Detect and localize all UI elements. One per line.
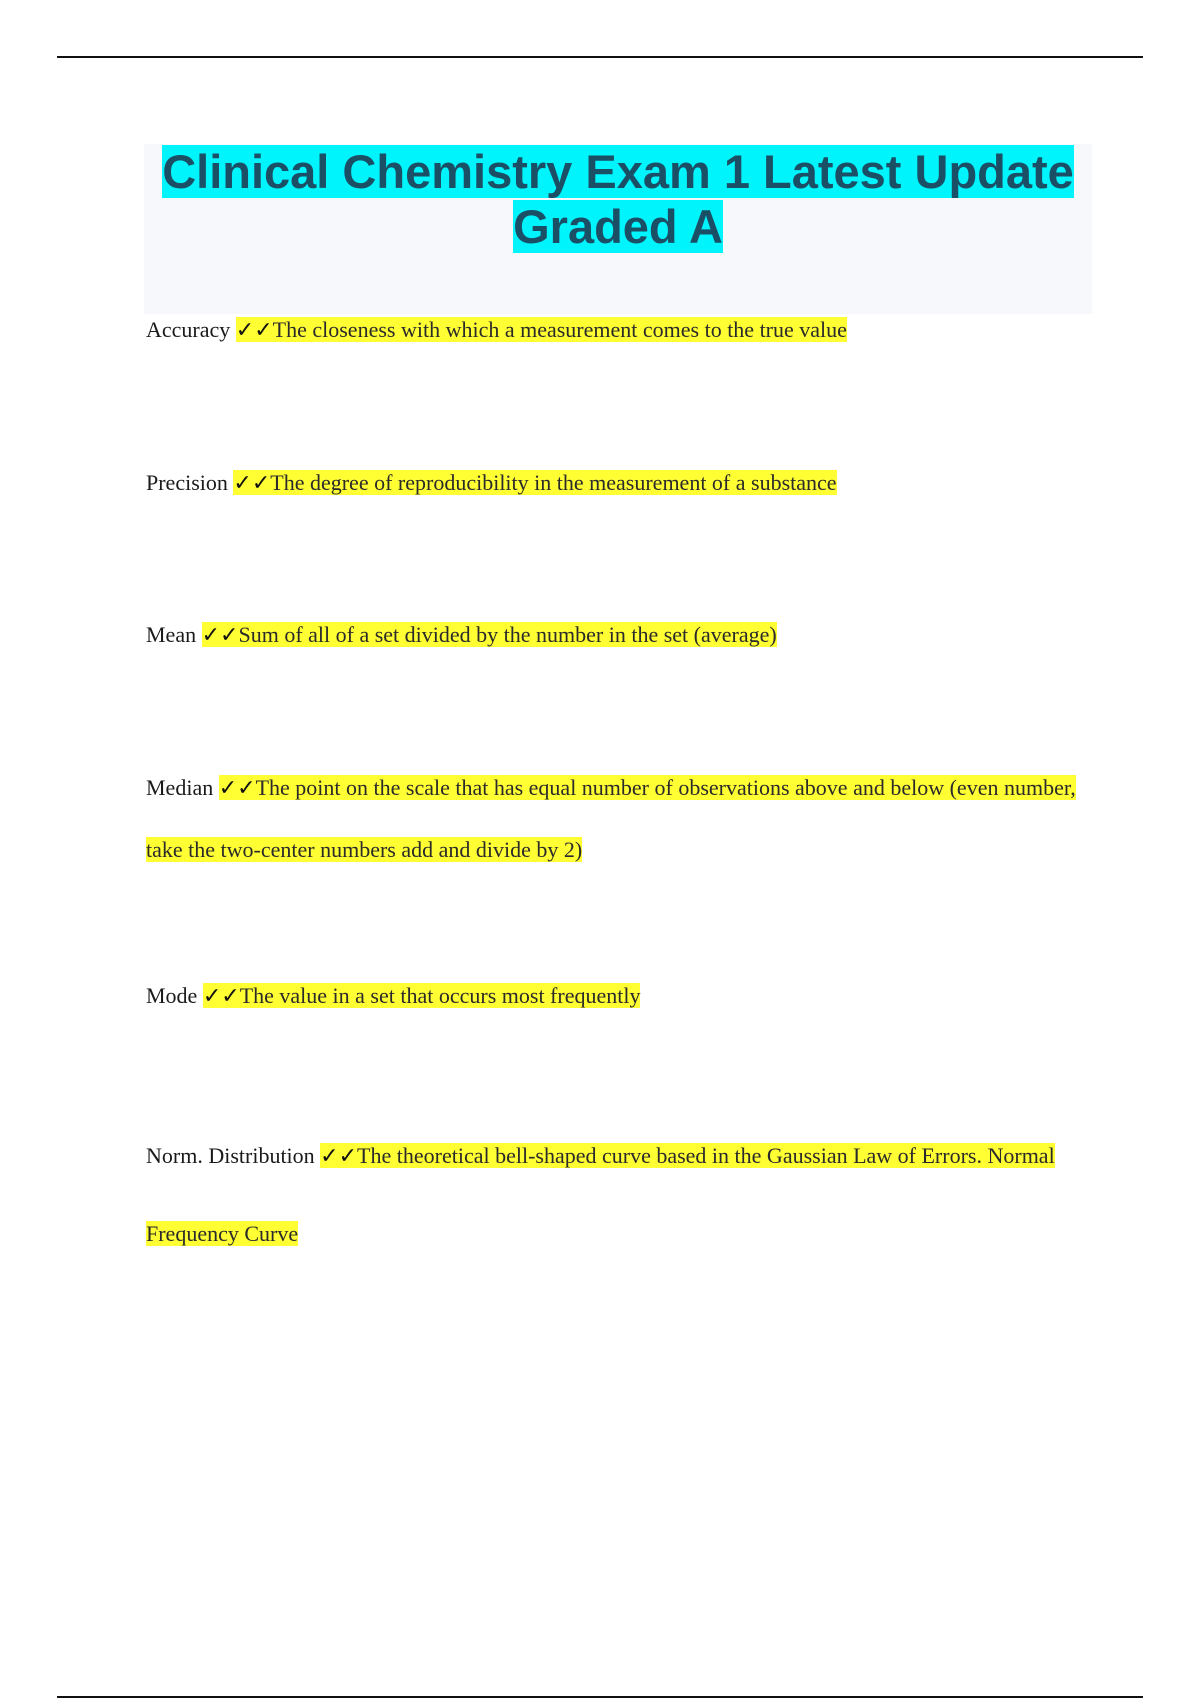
entry-definition-highlight (236, 317, 847, 342)
entry-norm-distribution (146, 1117, 1086, 1272)
entry-definition-highlight (203, 983, 641, 1008)
entry-term: Precision (146, 470, 228, 495)
entry-definition-highlight (202, 622, 777, 647)
entry-definition: The point on the scale that has equal number of observations above and below (even number, take the two-center numbers add and divide by 2) (146, 775, 1076, 862)
double-check-icon: ✓✓ (233, 471, 271, 496)
double-check-icon: ✓✓ (218, 776, 256, 801)
entry-mean (146, 604, 1086, 666)
entry-accuracy (146, 299, 1086, 361)
double-check-icon: ✓✓ (235, 318, 273, 343)
entry-definition: The value in a set that occurs most frequently (239, 983, 641, 1008)
entry-term: Mean (146, 622, 197, 647)
entry-precision (146, 452, 1086, 514)
document-title-text: Clinical Chemistry Exam 1 Latest Update Graded A (162, 145, 1074, 253)
entry-definition: The degree of reproducibility in the measurement of a substance (270, 470, 837, 495)
header-rule (57, 56, 1143, 58)
entry-definition: Sum of all of a set divided by the number in the set (average) (238, 622, 777, 647)
entry-definition: The closeness with which a measurement comes to the true value (272, 317, 847, 342)
entry-term: Mode (146, 983, 198, 1008)
entry-term: Norm. Distribution (146, 1143, 315, 1168)
footer-rule (57, 1696, 1143, 1698)
entry-definition-highlight (146, 775, 1076, 862)
double-check-icon: ✓✓ (320, 1144, 358, 1169)
double-check-icon: ✓✓ (202, 984, 240, 1009)
entry-median (146, 757, 1086, 880)
entry-term: Median (146, 775, 214, 800)
entry-mode (146, 965, 1086, 1027)
entry-definition: The theoretical bell-shaped curve based in the Gaussian Law of Errors. Normal Frequency Curve (146, 1143, 1055, 1246)
entry-term: Accuracy (146, 317, 231, 342)
entry-definition-highlight (233, 470, 836, 495)
document-title (144, 144, 1092, 254)
double-check-icon: ✓✓ (201, 623, 239, 648)
